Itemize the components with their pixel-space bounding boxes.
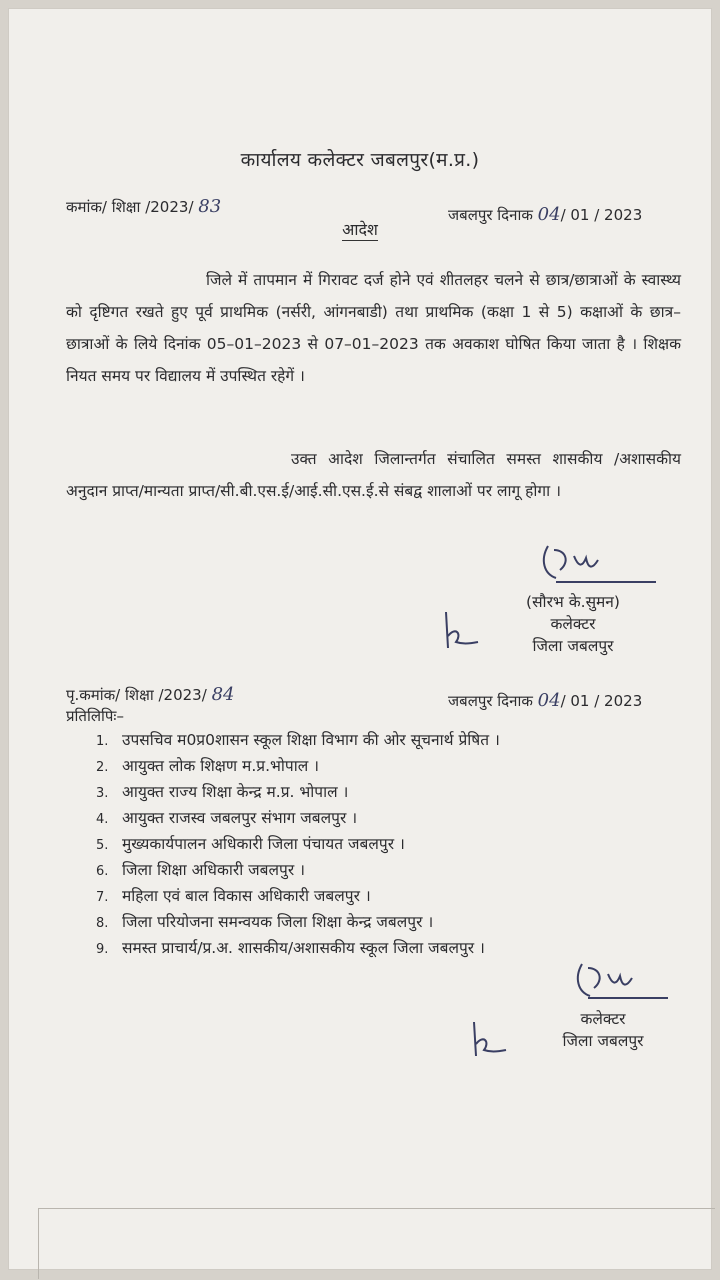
document-page [8, 8, 712, 1270]
date-prefix: जबलपुर दिनाक [448, 206, 533, 224]
reference-prefix: कमांक/ शिक्षा /2023/ [66, 198, 194, 216]
copies-label: प्रतिलिपिः– [66, 707, 124, 725]
list-item: 7. महिला एवं बाल विकास अधिकारी जबलपुर । [96, 887, 371, 905]
signatory-district-2: जिला जबलपुर [562, 1032, 644, 1050]
reference-number: 83 [198, 196, 222, 217]
signature-block [493, 591, 653, 657]
list-item: 1. उपसचिव म0प्र0शासन स्कूल शिक्षा विभाग की ओर सूचनार्थ प्रेषित । [96, 731, 500, 749]
date-day: 04 [537, 204, 561, 225]
paper-edge [38, 1208, 715, 1279]
order-heading: आदेश [342, 220, 378, 239]
list-item: 9. समस्त प्राचार्य/प्र.अ. शासकीय/अशासकीय स्कूल जिला जबलपुर । [96, 939, 485, 957]
signature-block-2 [533, 1008, 673, 1052]
order-reference [66, 196, 221, 217]
order-paragraph-1: जिले में तापमान में गिरावट दर्ज होने एवं शीतलहर चलने से छात्र/छात्राओं के स्वास्थ्य को दृष्टिगत रखते हुए पूर्व प्राथमिक (नर्सरी, आंगनबाडी) तथा प्राथमिक (कक्षा 1 से 5) कक्षाओं के छात्र–छात्राओं के लिये दिनांक 05–01–2023 से 07–01–2023 तक अवकाश घोषित किया जाता है । शिक्षक नियत समय पर विद्यालय में उपस्थित रहेगें । [66, 271, 681, 385]
copy-date [448, 690, 642, 711]
list-item: 2. आयुक्त लोक शिक्षण म.प्र.भोपाल । [96, 757, 320, 775]
list-item: 5. मुख्यकार्यपालन अधिकारी जिला पंचायत जबलपुर । [96, 835, 405, 853]
signature-underline [556, 581, 656, 583]
copy-date-day: 04 [537, 690, 561, 711]
office-title: कार्यालय कलेक्टर जबलपुर(म.प्र.) [240, 149, 480, 171]
initial-mark [438, 608, 488, 658]
list-item: 8. जिला परियोजना समन्वयक जिला शिक्षा केन्द्र जबलपुर । [96, 913, 434, 931]
copy-recipient-list [96, 728, 500, 962]
copy-date-prefix: जबलपुर दिनाक [448, 692, 533, 710]
signatory-designation: कलेक्टर [550, 615, 596, 633]
date-rest: / 01 / 2023 [560, 206, 643, 224]
signatory-district: जिला जबलपुर [532, 637, 614, 655]
order-paragraph-2: उक्त आदेश जिलान्तर्गत संचालित समस्त शासकीय /अशासकीय अनुदान प्राप्त/मान्यता प्राप्त/सी.बी.एस.ई/आई.सी.एस.ई.से संबद्व शालाओं पर लागू होगा । [66, 450, 681, 500]
initial-mark-2 [466, 1018, 516, 1063]
copy-date-rest: / 01 / 2023 [560, 692, 643, 710]
list-item: 6. जिला शिक्षा अधिकारी जबलपुर । [96, 861, 305, 879]
copy-reference-number: 84 [211, 684, 235, 705]
signatory-name: (सौरभ के.सुमन) [526, 593, 620, 611]
list-item: 4. आयुक्त राजस्व जबलपुर संभाग जबलपुर । [96, 809, 358, 827]
list-item: 3. आयुक्त राज्य शिक्षा केन्द्र म.प्र. भोपाल । [96, 783, 349, 801]
copy-reference-prefix: पृ.कमांक/ शिक्षा /2023/ [66, 686, 207, 704]
copy-reference [66, 684, 234, 705]
collector-signature-2 [560, 958, 680, 1006]
signatory-designation-2: कलेक्टर [580, 1010, 626, 1028]
signature-underline-2 [588, 997, 668, 999]
